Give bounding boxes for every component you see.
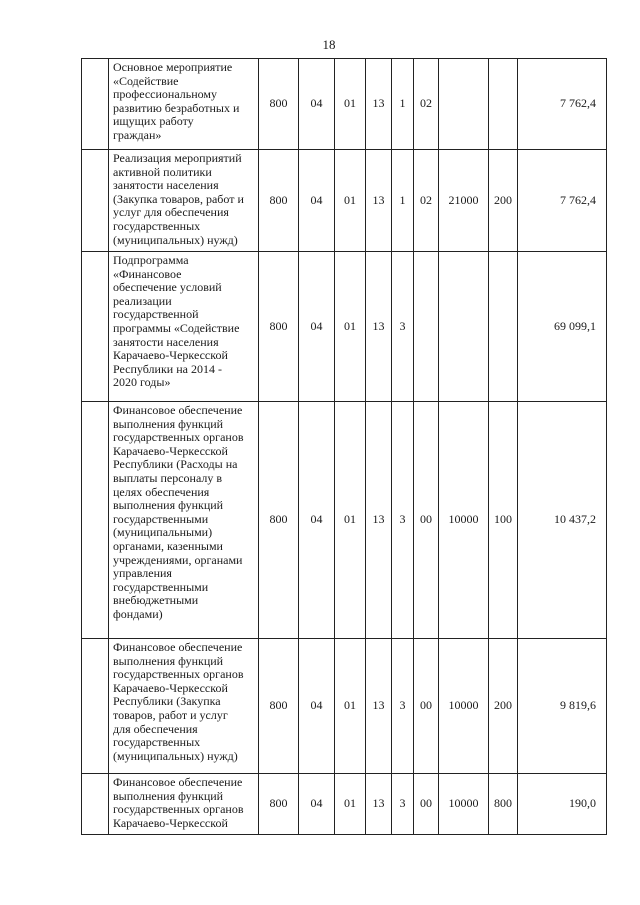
program-code-cell: 13 [366,252,392,402]
subsection-code-cell: 01 [335,402,366,639]
event-code-cell [414,252,439,402]
section-code-cell: 04 [299,150,335,252]
expense-type-cell [489,59,518,150]
row-number-cell [82,402,109,639]
ministry-code-cell: 800 [259,150,299,252]
description-cell: Подпрограмма «Финансовое обеспечение условий реализации государственной программы «Содействие занятости населения Карачаево-Черкесской Республики на 2014 - 2020 годы» [109,252,259,402]
program-code-cell: 13 [366,639,392,774]
expense-type-cell: 100 [489,402,518,639]
event-code-cell: 00 [414,639,439,774]
event-code-cell: 02 [414,150,439,252]
table-row [82,639,607,774]
amount-cell: 7 762,4 [518,59,607,150]
direction-code-cell [439,252,489,402]
ministry-code-cell: 800 [259,774,299,835]
direction-code-cell [439,59,489,150]
table-row [82,150,607,252]
direction-code-cell: 10000 [439,639,489,774]
section-code-cell: 04 [299,639,335,774]
budget-table [81,58,607,835]
table-row [82,59,607,150]
subsection-code-cell: 01 [335,59,366,150]
row-number-cell [82,639,109,774]
event-code-cell: 00 [414,402,439,639]
direction-code-cell: 21000 [439,150,489,252]
expense-type-cell: 800 [489,774,518,835]
event-code-cell: 02 [414,59,439,150]
table-row [82,774,607,835]
subprogram-code-cell: 3 [392,639,414,774]
row-number-cell [82,150,109,252]
direction-code-cell: 10000 [439,774,489,835]
program-code-cell: 13 [366,774,392,835]
ministry-code-cell: 800 [259,252,299,402]
subprogram-code-cell: 3 [392,252,414,402]
section-code-cell: 04 [299,402,335,639]
program-code-cell: 13 [366,59,392,150]
ministry-code-cell: 800 [259,402,299,639]
row-number-cell [82,774,109,835]
amount-cell: 10 437,2 [518,402,607,639]
table-row [82,252,607,402]
section-code-cell: 04 [299,774,335,835]
amount-cell: 9 819,6 [518,639,607,774]
amount-cell: 69 099,1 [518,252,607,402]
event-code-cell: 00 [414,774,439,835]
subprogram-code-cell: 1 [392,150,414,252]
subsection-code-cell: 01 [335,150,366,252]
amount-cell: 7 762,4 [518,150,607,252]
description-cell: Основное мероприятие «Содействие профессиональному развитию безработных и ищущих работу граждан» [109,59,259,150]
subprogram-code-cell: 3 [392,402,414,639]
ministry-code-cell: 800 [259,59,299,150]
description-cell: Финансовое обеспечение выполнения функций государственных органов Карачаево-Черкесской [109,774,259,835]
direction-code-cell: 10000 [439,402,489,639]
subsection-code-cell: 01 [335,639,366,774]
page-number: 18 [322,37,336,52]
section-code-cell: 04 [299,252,335,402]
description-cell: Финансовое обеспечение выполнения функций государственных органов Карачаево-Черкесской Республики (Закупка товаров, работ и услуг для обеспечения государственных (муниципальных) нужд) [109,639,259,774]
expense-type-cell [489,252,518,402]
subsection-code-cell: 01 [335,252,366,402]
amount-cell: 190,0 [518,774,607,835]
program-code-cell: 13 [366,402,392,639]
description-cell: Реализация мероприятий активной политики занятости населения (Закупка товаров, работ и услуг для обеспечения государственных (муниципальных) нужд) [109,150,259,252]
row-number-cell [82,252,109,402]
expense-type-cell: 200 [489,150,518,252]
subprogram-code-cell: 3 [392,774,414,835]
subsection-code-cell: 01 [335,774,366,835]
program-code-cell: 13 [366,150,392,252]
section-code-cell: 04 [299,59,335,150]
row-number-cell [82,59,109,150]
description-cell: Финансовое обеспечение выполнения функций государственных органов Карачаево-Черкесской Республики (Расходы на выплаты персоналу в целях обеспечения выполнения функций государственными (муниципальными) органами, казенными учреждениями, органами управления государственными внебюджетными фондами) [109,402,259,639]
expense-type-cell: 200 [489,639,518,774]
subprogram-code-cell: 1 [392,59,414,150]
ministry-code-cell: 800 [259,639,299,774]
table-row [82,402,607,639]
